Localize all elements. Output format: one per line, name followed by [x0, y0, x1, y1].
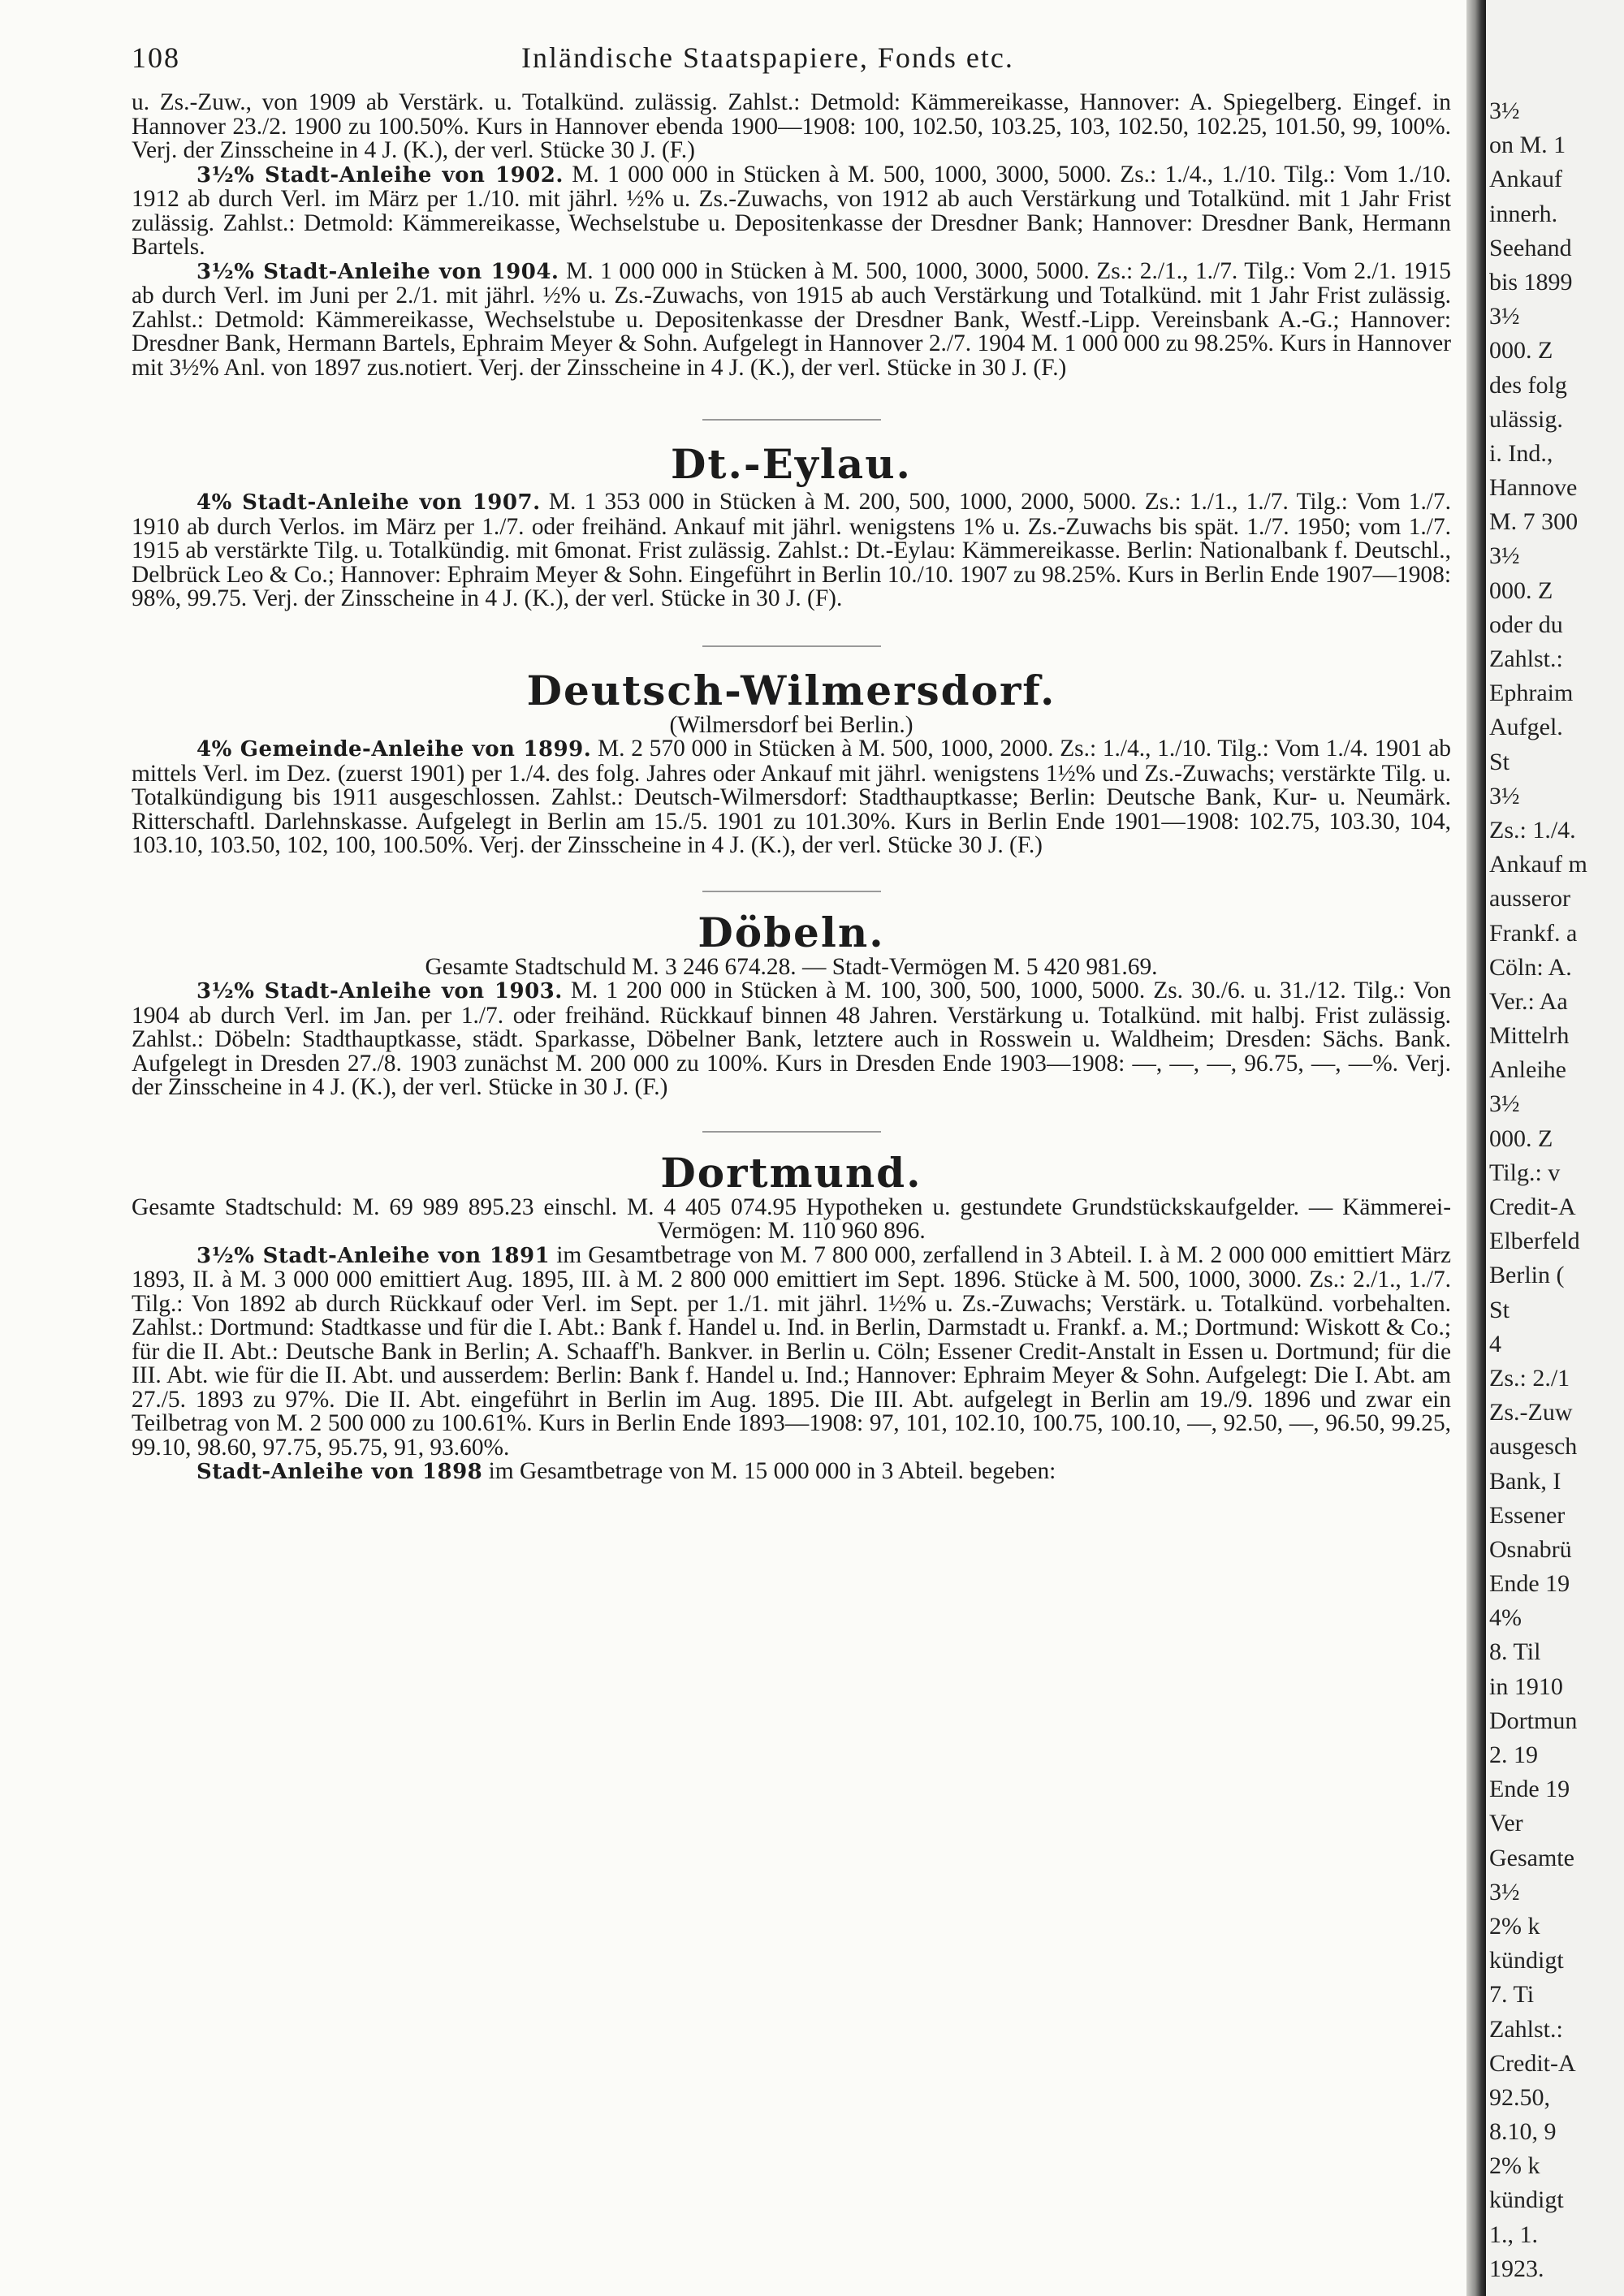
- facing-page-fragment: Hannove: [1489, 474, 1578, 502]
- facing-page-fragment: Zahlst.:: [1489, 645, 1563, 672]
- loan-text: M. 1 000 000 in Stücken à M. 500, 1000, 3000, 5000. Zs.: 1./4., 1./10. Tilg.: Vom 1./10. 1912 ab durch Verl. im März per 1./10. mit jährl. ½% u. Zs.-Zuwachs, von 1912 ab auch Verstärkung und Totalkünd. mit 1 Jahr Frist zulässig. Zahlst.: Detmold: Kämmereikasse, Wechselstube u. Depositenkasse der Dresdner Bank; Hannover: Dresdner Bank, Hermann Bartels.: [132, 161, 1451, 260]
- facing-page-fragment: M. 7 300: [1489, 508, 1579, 536]
- city-heading-dortmund: Dortmund.: [660, 1148, 922, 1197]
- facing-page-fragment: Dortmun: [1489, 1707, 1578, 1734]
- facing-page-fragment: 7. Ti: [1489, 1981, 1535, 2009]
- facing-page-fragment: Elberfeld: [1489, 1228, 1580, 1255]
- doebeln-loan-1903: [132, 979, 1451, 1100]
- facing-page-fragment: Anleihe: [1489, 1056, 1566, 1084]
- facing-page-fragment: Tilg.: v: [1489, 1159, 1561, 1186]
- city-subtitle: (Wilmersdorf bei Berlin.): [669, 711, 914, 738]
- facing-page-fragment: Ver.: Aa: [1489, 987, 1568, 1015]
- loan-text: im Gesamtbetrage von M. 15 000 000 in 3 Abteil. begeben:: [482, 1458, 1056, 1484]
- eylau-loan-1907: [132, 490, 1451, 611]
- dortmund-loan-1898: [132, 1460, 1451, 1485]
- facing-page-fragment: Ende 19: [1489, 1776, 1570, 1803]
- facing-page-fragment: bis 1899: [1489, 268, 1573, 296]
- facing-page-fragment: Zs.-Zuw: [1489, 1399, 1573, 1426]
- city-heading-doebeln: Döbeln.: [698, 908, 885, 956]
- facing-page-fragment: Mittelrh: [1489, 1022, 1570, 1050]
- facing-page-fragment: St: [1489, 1296, 1510, 1323]
- facing-page-fragment: Ankauf m: [1489, 851, 1587, 878]
- facing-page-fragment: kündigt: [1489, 1947, 1564, 1974]
- facing-page-fragment: 2% k: [1489, 2152, 1540, 2180]
- book-gutter: [1466, 0, 1486, 2296]
- city-debt-summary: Gesamte Stadtschuld M. 3 246 674.28. — Stadt-Vermögen M. 5 420 981.69.: [425, 953, 1158, 980]
- facing-page-fragment: Osnabrü: [1489, 1535, 1572, 1563]
- facing-page-fragment: Credit-A: [1489, 1193, 1576, 1220]
- facing-page-fragment: Ende 19: [1489, 1570, 1570, 1598]
- facing-page-fragment: Aufgel.: [1489, 714, 1563, 741]
- detmold-continuation: u. Zs.-Zuw., von 1909 ab Verstärk. u. Totalkünd. zulässig. Zahlst.: Detmold: Kämmereikasse, Hannover: A. Spiegelberg. Eingef. in Hannover 23./2. 1900 zu 100.50%. Kurs in Hannover ebenda 1900—1908: 100, 102.50, 103.25, 103, 102.50, 102.25, 101.50, 99, 100%. Verj. der Zinsscheine in 4 J. (K.), der verl. Stücke 30 J. (F.): [132, 89, 1451, 163]
- facing-page-fragment: kündigt: [1489, 2186, 1564, 2214]
- facing-page-fragment: Essener: [1489, 1501, 1566, 1529]
- facing-page-edge: [1486, 0, 1624, 2296]
- page-content: [132, 91, 1451, 1485]
- dortmund-loan-1891: [132, 1241, 1451, 1461]
- loan-heading: 4% Gemeinde-Anleihe von 1899.: [197, 737, 592, 762]
- loan-text: M. 1 000 000 in Stücken à M. 500, 1000, 3000, 5000. Zs.: 2./1., 1./7. Tilg.: Vom 2./1. 1915 ab durch Verl. im Juni per 2./1. mit jährl. ½% u. Zs.-Zuwachs, von 1915 ab auch Verstärkung und Totalkünd. mit 1 Jahr Frist zulässig. Zahlst.: Detmold: Kämmereikasse, Wechselstube u. Depositenkasse der Dresdner Bank, Westf.-Lipp. Vereinsbank A.-G.; Hannover: Dresdner Bank, Hermann Bartels, Ephraim Meyer & Sohn. Aufgelegt in Hannover 2./7. 1904 M. 1 000 000 zu 98.25%. Kurs in Hannover mit 3½% Anl. von 1897 zus.notiert. Verj. der Zinsscheine in 4 J. (K.), der verl. Stücke in 30 J. (F.): [132, 257, 1451, 381]
- facing-page-fragment: 8. Til: [1489, 1638, 1541, 1666]
- facing-page-fragment: ausseror: [1489, 885, 1570, 913]
- wilmersdorf-loan-1899: [132, 737, 1451, 858]
- facing-page-fragment: in 1910: [1489, 1672, 1563, 1700]
- facing-page-fragment: ulässig.: [1489, 405, 1563, 433]
- facing-page-fragment: 000. Z: [1489, 576, 1553, 604]
- facing-page-fragment: 3½: [1489, 542, 1520, 570]
- facing-page-fragment: 2% k: [1489, 1912, 1540, 1940]
- facing-page-fragment: oder du: [1489, 611, 1563, 638]
- facing-page-fragment: Cöln: A.: [1489, 953, 1572, 981]
- facing-page-fragment: Zahlst.:: [1489, 2015, 1563, 2043]
- facing-page-fragment: Credit-A: [1489, 2049, 1576, 2077]
- city-heading-wilmersdorf: Deutsch-Wilmersdorf.: [526, 666, 1056, 714]
- loan-heading: 3½% Stadt-Anleihe von 1903.: [197, 979, 563, 1003]
- running-header: [132, 32, 1431, 81]
- facing-page-fragment: Zs.: 1./4.: [1489, 816, 1576, 844]
- facing-page-fragment: Ephraim: [1489, 680, 1574, 707]
- loan-heading: 4% Stadt-Anleihe von 1907.: [197, 490, 541, 515]
- facing-page-fragment: 3½: [1489, 1090, 1520, 1118]
- loan-text: im Gesamtbetrage von M. 7 800 000, zerfallend in 3 Abteil. I. à M. 2 000 000 emittiert März 1893, II. à M. 3 000 000 emittiert Aug. 1895, III. à M. 2 800 000 emittiert im Sept. 1896. Stücke à M. 500, 1000, 3000. Zs.: 2./1., 1./7. Tilg.: Von 1892 ab durch Rückkauf oder Verl. im Sept. per 1./1. mit jährl. 1½% u. Zs.-Zuwachs; Verstärk. u. Totalkünd. vorbehalten. Zahlst.: Dortmund: Stadtkasse und für die I. Abt.: Bank f. Handel u. Ind. in Berlin, Darmstadt u. Frankf. a. M.; Dortmund: Wiskott & Co.; für die II. Abt.: Deutsche Bank in Berlin; A. Schaaff'h. Bankver. in Berlin u. Cöln; Essener Credit-Anstalt in Essen u. Dortmund; für die III. Abt. wie für die II. Abt. und ausserdem: Berlin: Bank f. Handel u. Ind.; Hannover: Ephraim Meyer & Sohn. Aufgelegt: Die I. Abt. am 27./5. 1893 zu 97%. Die II. Abt. eingeführt in Berlin im Aug. 1895. Die III. Abt. aufgelegt in Berlin am 19./9. 1896 und zwar ein Teilbetrag von M. 2 500 000 zu 100.61%. Kurs in Berlin Ende 1893—1908: 97, 101, 102.10, 100.75, 100.10, —, 92.50, —, 96.50, 99.25, 99.10, 98.60, 97.75, 95.75, 91, 93.60%.: [132, 1241, 1451, 1461]
- loan-heading: 3½% Stadt-Anleihe von 1891: [197, 1243, 551, 1268]
- facing-page-fragment: 1., 1.: [1489, 2220, 1538, 2248]
- facing-page-fragment: des folg: [1489, 371, 1567, 399]
- facing-page-fragment: Gesamte: [1489, 1844, 1574, 1871]
- facing-page-fragment: on M. 1: [1489, 132, 1566, 159]
- city-heading-eylau: Dt.-Eylau.: [671, 440, 912, 488]
- facing-page-fragment: 4%: [1489, 1604, 1522, 1632]
- header-title: Inländische Staatspapiere, Fonds etc.: [521, 41, 1014, 74]
- facing-page-fragment: 4: [1489, 1330, 1501, 1357]
- facing-page-fragment: Seehand: [1489, 234, 1572, 261]
- facing-page-fragment: Zs.: 2./1: [1489, 1364, 1570, 1392]
- facing-page-fragment: ausgesch: [1489, 1433, 1578, 1461]
- facing-page-fragment: 1923.: [1489, 2255, 1544, 2282]
- facing-page-fragment: St: [1489, 748, 1510, 775]
- detmold-loan-1902: [132, 163, 1451, 260]
- loan-heading: 3½% Stadt-Anleihe von 1904.: [197, 259, 559, 284]
- facing-page-fragment: 3½: [1489, 303, 1520, 330]
- facing-page-fragment: Berlin (: [1489, 1262, 1565, 1289]
- facing-page-fragment: Ver: [1489, 1810, 1523, 1837]
- loan-text: M. 1 200 000 in Stücken à M. 100, 300, 500, 1000, 5000. Zs. 30./6. u. 31./12. Tilg.: Von 1904 ab durch Verl. im Jan. per 1./7. oder freihänd. Rückkauf binnen 48 Jahren. Verstärkung u. Totalkünd. mit halbj. Frist zulässig. Zahlst.: Döbeln: Stadthauptkasse, städt. Sparkasse, Döbelner Bank, letztere auch in Rosswein u. Waldheim; Dresden: Sächs. Bank. Aufgelegt in Dresden 27./8. 1903 zunächst M. 200 000 zu 100%. Kurs in Dresden Ende 1903—1908: —, —, —, 96.75, —, —%. Verj. der Zinsscheine in 4 J. (K.), der verl. Stücke in 30 J. (F.): [132, 978, 1451, 1100]
- loan-heading: Stadt-Anleihe von 1898: [197, 1460, 483, 1484]
- facing-page-fragment: 8.10, 9: [1489, 2118, 1557, 2146]
- city-debt-summary: Gesamte Stadtschuld: M. 69 989 895.23 einschl. M. 4 405 074.95 Hypotheken u. gestundete Grundstückskaufgelder. — Kämmerei-Vermögen: M. 110 960 896.: [132, 1193, 1451, 1244]
- loan-heading: 3½% Stadt-Anleihe von 1902.: [197, 162, 564, 188]
- facing-page-fragment: Frankf. a: [1489, 919, 1578, 947]
- facing-page-fragment: 92.50,: [1489, 2083, 1550, 2111]
- detmold-loan-1904: [132, 257, 1451, 381]
- facing-page-fragment: Bank, I: [1489, 1467, 1561, 1495]
- facing-page-fragment: 2. 19: [1489, 1741, 1538, 1768]
- facing-page-fragment: Ankauf: [1489, 166, 1562, 193]
- facing-page-fragment: 000. Z: [1489, 337, 1553, 365]
- page-number: 108: [132, 41, 180, 74]
- facing-page-fragment: 3½: [1489, 97, 1520, 124]
- loan-text: M. 1 353 000 in Stücken à M. 200, 500, 1000, 2000, 5000. Zs.: 1./1., 1./7. Tilg.: Vom 1./7. 1910 ab durch Verlos. im März per 1./7. oder freihänd. Ankauf mit jährl. wenigstens 1% u. Zs.-Zuwachs bis spät. 1./7. 1950; vom 1./7. 1915 ab verstärkte Tilg. u. Totalkündig. mit 6monat. Frist zulässig. Zahlst.: Dt.-Eylau: Kämmereikasse. Berlin: Nationalbank f. Deutschl., Delbrück Leo & Co.; Hannover: Ephraim Meyer & Sohn. Eingeführt in Berlin 10./10. 1907 zu 98.25%. Kurs in Berlin Ende 1907—1908: 98%, 99.75. Verj. der Zinsscheine in 4 J. (K.), der verl. Stücke in 30 J. (F).: [132, 489, 1451, 611]
- loan-text: M. 2 570 000 in Stücken à M. 500, 1000, 2000. Zs.: 1./4., 1./10. Tilg.: Vom 1./4. 1901 ab mittels Verl. im Dez. (zuerst 1901) per 1./4. des folg. Jahres oder Ankauf mit jährl. wenigstens 1½% und Zs.-Zuwachs; verstärkte Tilg. u. Totalkündigung bis 1911 ausgeschlossen. Zahlst.: Deutsch-Wilmersdorf: Stadthauptkasse; Berlin: Deutsche Bank, Kur- u. Neumärk. Ritterschaftl. Darlehnskasse. Aufgelegt in Berlin am 15./5. 1901 zu 101.30%. Kurs in Berlin Ende 1901—1908: 102.75, 103.30, 104, 103.10, 103.50, 102, 100, 100.50%. Verj. der Zinsscheine in 4 J. (K.), der verl. Stücke 30 J. (F.): [132, 736, 1451, 858]
- facing-page-fragment: 3½: [1489, 782, 1520, 809]
- facing-page-fragment: 3½: [1489, 1878, 1520, 1905]
- facing-page-fragment: i. Ind.,: [1489, 439, 1553, 467]
- facing-page-fragment: innerh.: [1489, 200, 1558, 227]
- facing-page-fragment: 000. Z: [1489, 1124, 1553, 1152]
